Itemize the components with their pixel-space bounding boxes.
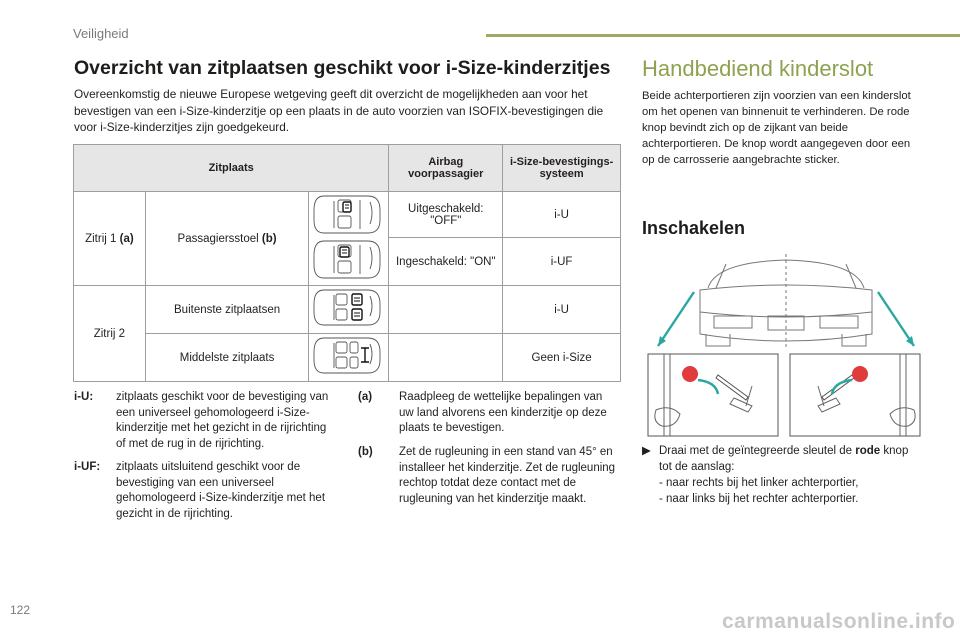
car-diagram-front bbox=[309, 192, 389, 286]
airbag-empty-2 bbox=[389, 334, 503, 382]
right-body-text: Beide achterportieren zijn voorzien van een kinderslot om het openen van binnenuit te verhinderen. De rode knop bevindt zich op de zijkant van beide achterportieren. De knop wordt aangegeven door een op de carrosserie aangebrachte sticker. bbox=[642, 90, 911, 166]
seat-outer: Buitenste zitplaatsen bbox=[145, 286, 309, 334]
system-i-u-1: i-U bbox=[503, 192, 621, 238]
right-title: Handbediend kinderslot bbox=[642, 56, 874, 81]
system-i-u-2: i-U bbox=[503, 286, 621, 334]
airbag-off: Uitgeschakeld: "OFF" bbox=[389, 192, 503, 238]
arrow-icon: ▶ bbox=[642, 445, 651, 457]
bullet-item: - naar rechts bij het linker achterportier, bbox=[659, 477, 859, 489]
child-lock-illustration bbox=[646, 250, 926, 440]
system-none: Geen i-Size bbox=[503, 334, 621, 382]
header-seat: Zitplaats bbox=[74, 145, 389, 192]
header-system: i-Size-bevestigings-systeem bbox=[503, 145, 621, 192]
airbag-on: Ingeschakeld: "ON" bbox=[389, 238, 503, 286]
section-label: Veiligheid bbox=[73, 26, 129, 41]
airbag-empty-1 bbox=[389, 286, 503, 334]
seat-passenger: Passagiersstoel (b) bbox=[145, 192, 309, 286]
car-diagram-middle bbox=[309, 334, 389, 382]
instruction-block: ▶ Draai met de geïntegreerde sleutel de rode knop tot de aanslag: - naar rechts bij het linker achterportier, - naar links bij het rechter achterportier. bbox=[642, 443, 922, 507]
header-accent-bar bbox=[486, 34, 960, 37]
right-subtitle: Inschakelen bbox=[642, 218, 746, 238]
seat-table bbox=[73, 144, 621, 382]
header-airbag: Airbag voorpassagier bbox=[389, 145, 503, 192]
page-number: 122 bbox=[10, 603, 31, 617]
left-title: Overzicht van zitplaatsen geschikt voor i-Size-kinderzitjes bbox=[74, 57, 611, 79]
seat-row-1: Zitrij 1 (a) bbox=[74, 192, 146, 286]
car-diagram-outer bbox=[309, 286, 389, 334]
system-i-uf: i-UF bbox=[503, 238, 621, 286]
seat-middle: Middelste zitplaats bbox=[145, 334, 309, 382]
bullet-item: - naar links bij het rechter achterportier. bbox=[659, 493, 859, 505]
intro-text: Overeenkomstig de nieuwe Europese wetgeving geeft dit overzicht de mogelijkheden aan voor het bevestigen van een i-Size-kinderzitje op een plaats in de auto voorzien van ISOFIX-bevestigingen die voor i-Size-kinderzitjes zijn goedgekeurd. bbox=[74, 87, 604, 134]
watermark: carmanualsonline.info bbox=[722, 610, 956, 633]
seat-row-2: Zitrij 2 bbox=[74, 286, 146, 382]
